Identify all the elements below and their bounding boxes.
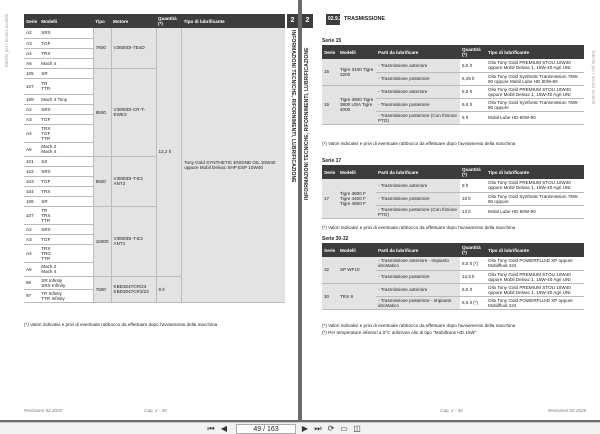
col-quantita: Quantità (*) [460, 165, 486, 179]
cell-serie: A2 [24, 104, 39, 114]
table-row [322, 85, 584, 98]
cell-parti: - Trasmissione anteriore [376, 283, 460, 296]
table-row [322, 257, 584, 270]
cell-motore: V3800DI-T-E3 ANT2 [111, 156, 156, 206]
cell-quantita: 5,5 lt [460, 59, 486, 72]
chapter-side-title: INFORMAZIONI TECNICHE, RIFORNIMENTI, LUBRIFICAZIONE [290, 30, 296, 183]
col-quantita: Quantità (*) [460, 243, 486, 257]
table-row [322, 59, 584, 72]
col-parti: Parti da lubrificare [376, 45, 460, 59]
col-quantita: Quantità (*) [460, 45, 486, 59]
cell-modelli: Tigre 3100 Tigre 3200 [338, 59, 376, 85]
cell-serie: 104 [24, 186, 39, 196]
footnote: (*) Valori indicativi e privi di eventuale rabbocco da effettuare dopo l'avviamento della macchina [24, 322, 218, 327]
table-header-row [322, 165, 584, 179]
cell-modelli: TRX TGF TTR [39, 124, 93, 142]
cell-quantita: 5 lt [460, 111, 486, 124]
prev-page-icon[interactable]: ◀ [220, 424, 228, 433]
col-lubrificante: Tipo di lubrificante [486, 243, 584, 257]
cell-parti: - Trasmissione posteriore (Con frizione PTO) [376, 111, 460, 124]
cell-serie: 15 [322, 85, 338, 124]
cell-serie: 109 [24, 94, 39, 104]
cell-parti: - Trasmissione anteriore - Impianto idrostatico [376, 257, 460, 270]
cell-quantita: 6,5 lt [460, 283, 486, 296]
cell-modelli: Tigre 3800 F Tigre 4400 F Tigre 4800 F [338, 179, 376, 218]
col-tipo: Tipo [93, 14, 111, 28]
cell-modelli: SRX [39, 28, 93, 38]
cell-serie: A6 [24, 142, 39, 156]
col-modelli: Modelli [39, 14, 93, 28]
cell-lubrificante: Mobil Lube HD 80W-90 [486, 205, 584, 218]
serie-17-table [322, 165, 584, 219]
cell-modelli: TR TRX TTR [39, 206, 93, 224]
cell-lubrificante: Tony Gold SYNTHETIC ENGINE OIL 10W40 oppure Mobil Delvac SHP ESP 10W40 [182, 28, 285, 302]
cell-modelli: TRX 8 [338, 283, 376, 309]
cell-modelli: Mach 4 [39, 58, 93, 68]
cell-serie: 103 [24, 176, 39, 186]
next-page-icon[interactable]: ▶ [301, 424, 309, 433]
cell-modelli: Mach 4 Tony [39, 94, 93, 104]
col-motore: Motore [111, 14, 156, 28]
footer-page: Cap. 2 - 39 [144, 408, 167, 413]
cell-modelli: TRX TRG TTR [39, 244, 93, 262]
cell-quantita: 6,25 lt [460, 72, 486, 85]
cell-lubrificante: Olio Tony Gold Synthetic Transmission 75W-90 oppure [486, 98, 584, 111]
cell-lubrificante: Olio Tony Gold PREMIUM STOU 10W40 oppure Mobil Delvac 1, 15W-40 Agri UNI [486, 85, 584, 98]
section-number: 02.9.3 [326, 14, 340, 25]
serie-30-32-note-1: (*) Valori indicativi e privi di eventuale rabbocco da effettuare dopo l'avviamento della macchina [322, 323, 516, 328]
cell-modelli: TGF [39, 176, 93, 186]
footer-revision: Revisione 02.2025 [24, 408, 63, 413]
page-left [0, 0, 298, 420]
table-row [322, 179, 584, 192]
cell-quantita: 5,5 lt [460, 85, 486, 98]
cell-modelli: SRX [39, 224, 93, 234]
col-parti: Parti da lubrificare [376, 243, 460, 257]
last-page-icon[interactable]: ⏭ [314, 424, 322, 433]
col-serie: Serie [322, 45, 338, 59]
cell-serie: 107 [24, 206, 39, 224]
cell-lubrificante: Mobil Lube HD 80W-90 [486, 111, 584, 124]
page-indicator[interactable]: 49 / 163 [236, 424, 296, 434]
cell-motore: V3800DI-TE4D [111, 28, 156, 68]
col-lubrificante: Tipo di lubrificante [182, 14, 285, 28]
cell-quantita: 12,5 lt [460, 270, 486, 283]
cell-modelli: TRX [39, 48, 93, 58]
engine-oil-table [24, 14, 285, 303]
cell-quantita: 10 lt [460, 192, 486, 205]
cell-serie: A4 [24, 244, 39, 262]
cell-serie: A3 [24, 114, 39, 124]
col-parti: Parti da lubrificare [376, 165, 460, 179]
cell-modelli: TR Infinity TTR Infinity [39, 289, 93, 302]
cell-serie: 15 [322, 59, 338, 85]
serie-30-32-table [322, 243, 584, 310]
ghost-title: Tabelle per i tecnici modelli [4, 14, 9, 68]
cell-serie: A6 [24, 262, 39, 276]
cell-quantita: 8 lt [460, 179, 486, 192]
chapter-tab: 2 [302, 14, 313, 28]
cell-lubrificante: Olio Tony Gold Synthetic Transmission 75W-90 oppure Mobil Lube HD 80W-90 [486, 72, 584, 85]
col-serie: Serie [322, 243, 338, 257]
cell-modelli: SR Infinity SRX Infinity [39, 276, 93, 289]
col-lubrificante: Tipo di lubrificante [486, 45, 584, 59]
first-page-icon[interactable]: ⏮ [207, 424, 215, 433]
cell-tipo: 8500 [93, 68, 111, 156]
ghost-title: Tabelle per i tecnici modelli [591, 50, 596, 104]
col-serie: Serie [322, 165, 338, 179]
cell-modelli: Mach 2 Mach 4 [39, 142, 93, 156]
page-right [302, 0, 600, 420]
cell-modelli: TGF [39, 38, 93, 48]
cell-modelli: SRX [39, 166, 93, 176]
cell-serie: 106 [24, 196, 39, 206]
serie-30-32-title: Serie 30-32 [322, 236, 349, 242]
cell-motore: V3800DI-T-E3 ANT1 [111, 206, 156, 276]
col-quantita: Quantità (*) [156, 14, 182, 28]
cell-parti: - Trasmissione posteriore (Con frizione PTO) [376, 205, 460, 218]
serie-17-note: (*) Valori indicativi e privi di eventuale rabbocco da effettuare dopo l'avviamento della macchina [322, 225, 516, 230]
cell-tipo: 7600 [93, 276, 111, 302]
table-row [322, 283, 584, 296]
cell-parti: - Trasmissione anteriore [376, 85, 460, 98]
cell-serie: 97 [24, 289, 39, 302]
cell-lubrificante: Olio Tony Gold PREMIUM STOU 10W40 oppure Mobil Delvac 1, 15W-40 Agri UNI [486, 270, 584, 283]
cell-modelli: SX [39, 156, 93, 166]
cell-lubrificante: Olio Tony Gold POWERFLUID XP oppure Mobilfluid 424 [486, 257, 584, 270]
cell-serie: 17 [322, 179, 338, 218]
cell-modelli: SR [39, 196, 93, 206]
cell-quantita: 9 lt [156, 276, 182, 302]
cell-quantita: 6,5 lt (*) [460, 296, 486, 309]
cell-lubrificante: Olio Tony Gold POWERFLUID XP oppure Mobilfluid 424 [486, 296, 584, 309]
cell-lubrificante: Olio Tony Gold PREMIUM STOU 10W40 oppure Mobil Delvac 1, 15W-40 Agri UNI [486, 59, 584, 72]
serie-17-title: Serie 17 [322, 158, 342, 164]
cell-modelli: SP WF10 [338, 257, 376, 283]
cell-serie: 30 [322, 283, 338, 309]
cell-serie: A2 [24, 28, 39, 38]
cell-modelli: TGF [39, 234, 93, 244]
serie-30-32-note-2: (*) Per temperature inferiori a 0°C utilizzare olio di tipo "Mobiltrans HD 10W" [322, 330, 477, 335]
cell-lubrificante: Olio Tony Gold PREMIUM STOU 10W40 oppure Mobil Delvac 1, 15W-40 Agri UNI [486, 179, 584, 192]
cell-modelli: SRX [39, 104, 93, 114]
col-serie: Serie [24, 14, 39, 28]
cell-tipo: 7800 [93, 28, 111, 68]
col-modelli: Modelli [338, 45, 376, 59]
cell-parti: - Trasmissione posteriore [376, 72, 460, 85]
cell-serie: 32 [322, 257, 338, 283]
cell-modelli: TR TTR [39, 78, 93, 94]
cell-parti: - Trasmissione posteriore - Impianto idrostatico [376, 296, 460, 309]
cell-motore: V3800DI-CR-T-EWE3 [111, 68, 156, 156]
cell-serie: A6 [24, 58, 39, 68]
cell-tipo: 8500 [93, 156, 111, 206]
cell-serie: 102 [24, 166, 39, 176]
cell-serie: 96 [24, 276, 39, 289]
table-header-row [24, 14, 285, 28]
cell-modelli: Mach 2 Mach 4 [39, 262, 93, 276]
cell-quantita: 8,5 lt (*) [460, 257, 486, 270]
cell-serie: A4 [24, 48, 39, 58]
cell-lubrificante: Olio Tony Gold PREMIUM STOU 10W40 oppure Mobil Delvac 1, 15W-40 Agri UNI [486, 283, 584, 296]
table-header-row [322, 243, 584, 257]
cell-modelli: SR [39, 68, 93, 78]
cell-quantita: 13,2 lt [156, 28, 182, 276]
viewer-toolbar [0, 422, 600, 434]
serie-15-title: Serie 15 [322, 38, 342, 44]
cell-modelli: TRX [39, 186, 93, 196]
chapter-tab: 2 [287, 14, 298, 28]
footer-revision: Revisione 02.2025 [548, 408, 587, 413]
col-lubrificante: Tipo di lubrificante [486, 165, 584, 179]
cell-serie: A3 [24, 234, 39, 244]
cell-parti: - Trasmissione anteriore [376, 59, 460, 72]
serie-15-table [322, 45, 584, 125]
serie-15-note: (*) Valori indicativi e privi di eventuale rabbocco da effettuare dopo l'avviamento della macchina [322, 141, 516, 146]
cell-serie: 101 [24, 156, 39, 166]
cell-parti: - Trasmissione posteriore [376, 192, 460, 205]
cell-serie: A3 [24, 38, 39, 48]
cell-lubrificante: Olio Tony Gold Synthetic Transmission 75W-90 oppure [486, 192, 584, 205]
cell-tipo: 10000 [93, 206, 111, 276]
table-header-row [322, 45, 584, 59]
cell-serie: A4 [24, 124, 39, 142]
cell-parti: - Trasmissione posteriore [376, 270, 460, 283]
cell-parti: - Trasmissione posteriore [376, 98, 460, 111]
cell-motore: KBD3047CR/23 KBD3047CR3/23 [111, 276, 156, 302]
cell-quantita: 13 lt [460, 205, 486, 218]
table-row [24, 28, 285, 38]
cell-serie: 107 [24, 78, 39, 94]
cell-quantita: 6,5 lt [460, 98, 486, 111]
section-title: TRASMISSIONE [344, 16, 386, 22]
cell-serie: A2 [24, 224, 39, 234]
cell-modelli: Tigre 3800 Tigre 3800 USA Tigre 4000 [338, 85, 376, 124]
col-modelli: Modelli [338, 243, 376, 257]
col-modelli: Modelli [338, 165, 376, 179]
single-page-icon[interactable]: ▭ [340, 424, 348, 433]
cell-modelli: TGF [39, 114, 93, 124]
rotate-icon[interactable]: ⟳ [327, 424, 335, 433]
cell-serie: 105 [24, 68, 39, 78]
two-page-icon[interactable]: ◫ [353, 424, 361, 433]
footer-page: Cap. 2 - 40 [440, 408, 463, 413]
chapter-side-title: INFORMAZIONI TECNICHE, RIFORNIMENTI, LUBRIFICAZIONE [304, 47, 310, 200]
cell-parti: - Trasmissione anteriore [376, 179, 460, 192]
